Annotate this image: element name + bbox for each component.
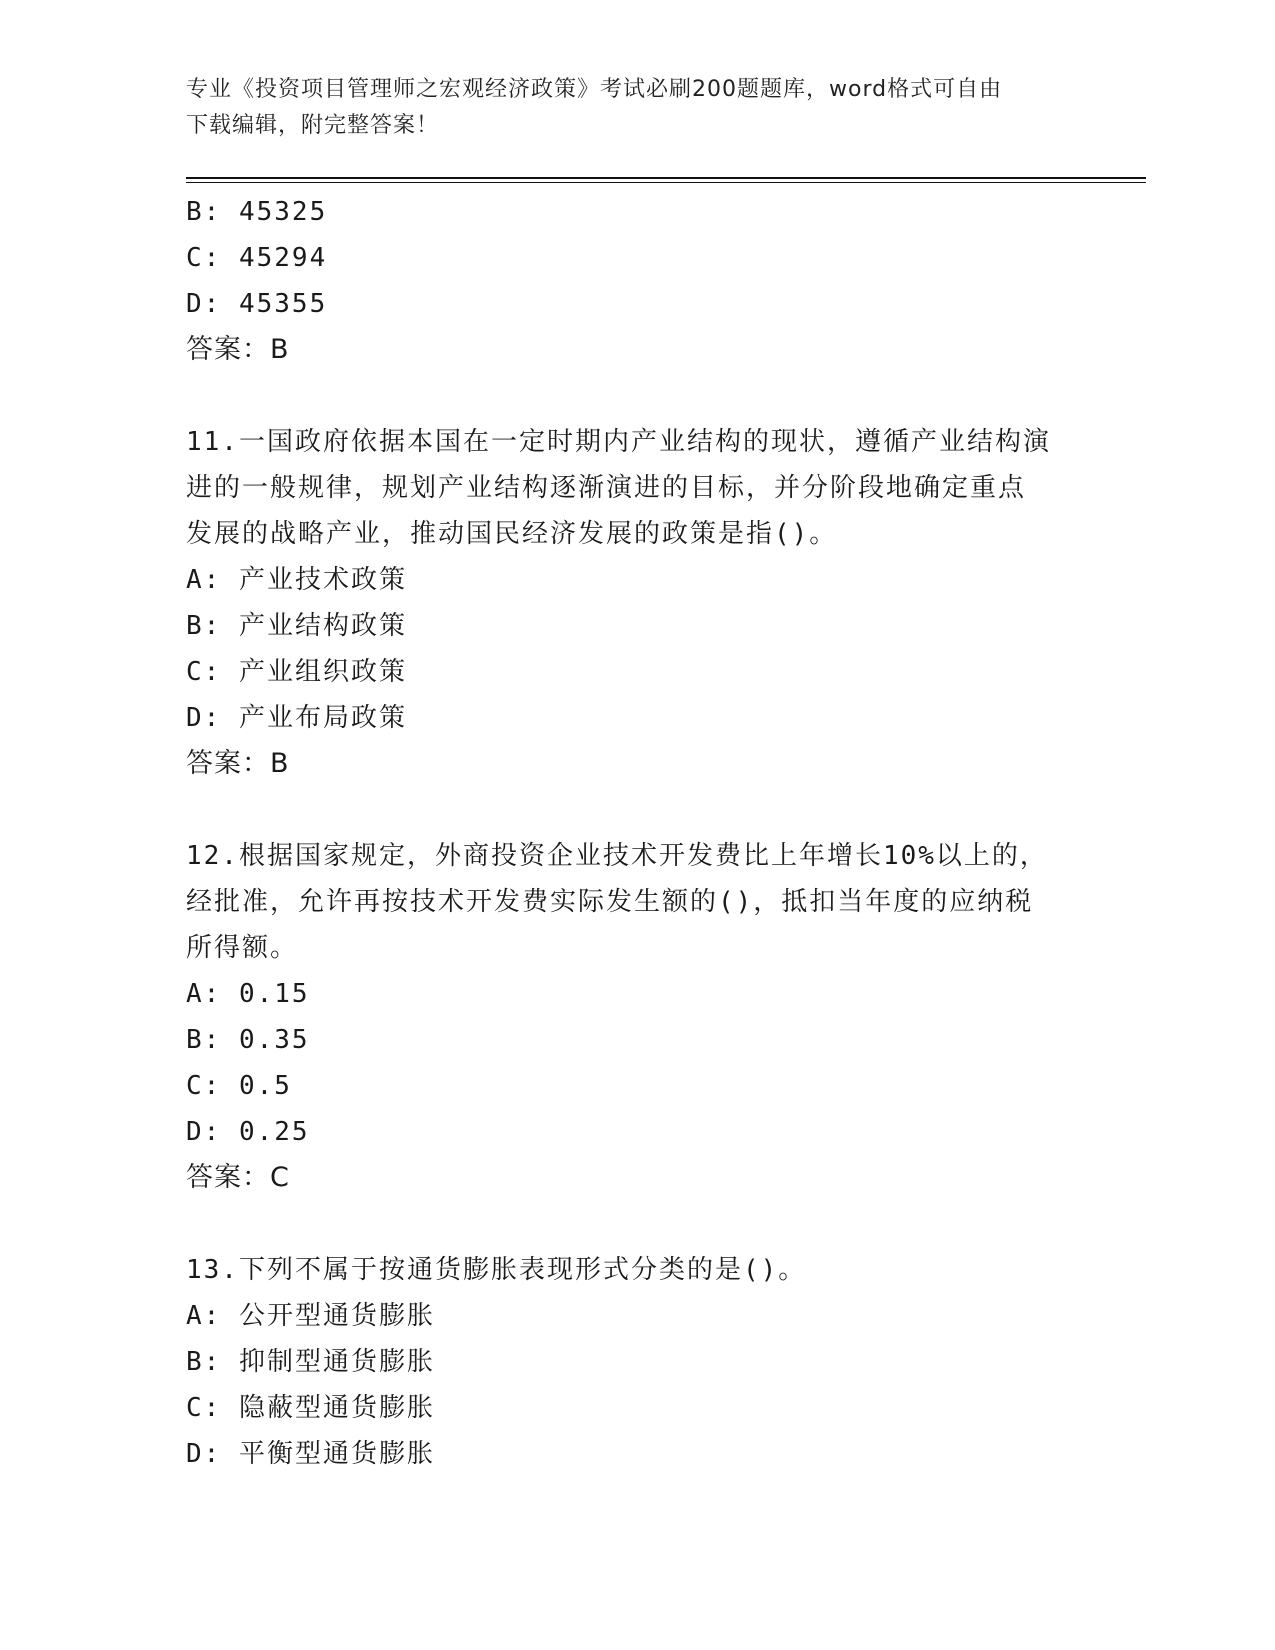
- prev-question-block: [186, 189, 1086, 373]
- option-b: B: 45325: [186, 197, 328, 227]
- question-text-line: 经批准，允许再按技术开发费实际发生额的()，抵扣当年度的应纳税: [186, 887, 1034, 917]
- header-divider-thick: [186, 177, 1146, 179]
- spacer: [186, 373, 1086, 419]
- question-11-block: [186, 419, 1086, 787]
- header-divider-thin: [186, 182, 1146, 183]
- question-text-line: 所得额。: [186, 933, 299, 963]
- option-d: D: 45355: [186, 289, 328, 319]
- question-text-line: 13.下列不属于按通货膨胀表现形式分类的是()。: [186, 1255, 807, 1285]
- document-header: [186, 72, 1076, 144]
- option-a: A: 0.15: [186, 979, 310, 1009]
- option-c: C: 0.5: [186, 1071, 292, 1101]
- option-b: B: 0.35: [186, 1025, 310, 1055]
- question-13-block: [186, 1247, 1086, 1477]
- option-c: C: 隐蔽型通货膨胀: [186, 1393, 435, 1423]
- spacer: [186, 1201, 1086, 1247]
- option-c: C: 产业组织政策: [186, 657, 407, 687]
- header-line-2: 下载编辑，附完整答案！: [186, 113, 440, 138]
- question-text-line: 11.一国政府依据本国在一定时期内产业结构的现状，遵循产业结构演: [186, 427, 1051, 457]
- answer-line: 答案：B: [186, 748, 290, 779]
- option-c: C: 45294: [186, 243, 328, 273]
- question-text-line: 发展的战略产业，推动国民经济发展的政策是指()。: [186, 519, 838, 549]
- option-b: B: 产业结构政策: [186, 611, 407, 641]
- question-text-line: 进的一般规律，规划产业结构逐渐演进的目标，并分阶段地确定重点: [186, 473, 1027, 503]
- spacer: [186, 787, 1086, 833]
- header-line-1: 专业《投资项目管理师之宏观经济政策》考试必刷200题题库，word格式可自由: [186, 77, 1003, 102]
- option-a: A: 产业技术政策: [186, 565, 407, 595]
- question-content: [186, 189, 1086, 1477]
- question-12-block: [186, 833, 1086, 1201]
- option-d: D: 平衡型通货膨胀: [186, 1439, 435, 1469]
- option-d: D: 0.25: [186, 1117, 310, 1147]
- option-b: B: 抑制型通货膨胀: [186, 1347, 435, 1377]
- option-a: A: 公开型通货膨胀: [186, 1301, 435, 1331]
- question-text-line: 12.根据国家规定，外商投资企业技术开发费比上年增长10%以上的，: [186, 841, 1048, 871]
- option-d: D: 产业布局政策: [186, 703, 407, 733]
- answer-line: 答案：B: [186, 334, 290, 365]
- answer-line: 答案：C: [186, 1162, 290, 1193]
